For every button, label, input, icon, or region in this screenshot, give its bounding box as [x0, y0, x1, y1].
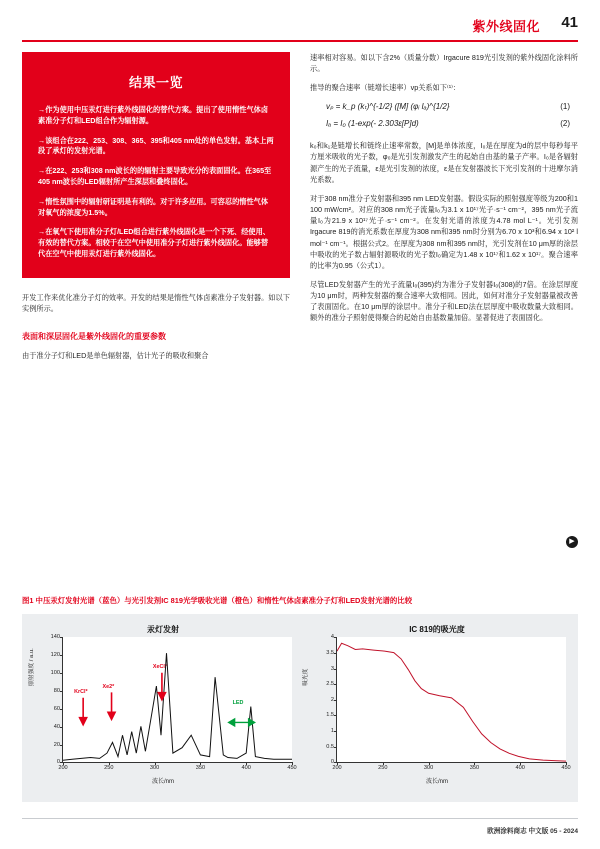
- left-subheading: 表面和深层固化是紫外线固化的重要参数: [22, 331, 166, 341]
- axis-tick-label: 0: [330, 759, 334, 766]
- figure-block: [22, 596, 578, 802]
- equation-1-text: vₚ = k_p (kₜ)^{-1/2} ([M] (φᵢ Iₐ)^{1/2}: [326, 102, 450, 112]
- chart-annotation-label: LED: [232, 699, 244, 706]
- right-paragraph-5: 尽管LED发射器产生的光子流量I₀(395)约为准分子发射器I₀(308)的7倍。在涂层厚度为10 μm时，两种发射器的聚合速率大致相同。因此，如何对准分子发射器量被改善了表面固化。在10 μm厚的涂层中。准分子和LED法在层厚度中吸收数量大致相同。额外的准分子照射使得聚合的起始自由基数量加倍。显著促进了表面固化。: [310, 279, 578, 323]
- axis-tick-mark: [155, 762, 156, 765]
- chart-annotation-label: XeCl*: [152, 664, 168, 671]
- axis-tick-label: 350: [469, 765, 480, 772]
- equation-1-number: (1): [560, 102, 570, 112]
- chart-1-title: 汞灯发射: [147, 625, 179, 635]
- figure-caption: 图1 中压汞灯发射光谱（蓝色）与光引发剂IC 819光学吸收光谱（橙色）和惰性气体卤素准分子灯和LED发射光谱的比较: [22, 596, 413, 605]
- header-divider: [22, 40, 578, 42]
- header-title: 紫外线固化: [472, 19, 540, 34]
- chart-series-line: [337, 644, 566, 762]
- annotation-arrow-icon: [80, 698, 87, 725]
- equation-2-text: Iₐ = I₀ (1-exp(- 2.303ε[P]d): [326, 118, 419, 128]
- axis-tick-label: 4: [330, 634, 334, 641]
- equation-1: [326, 101, 578, 113]
- axis-tick-label: 350: [195, 765, 206, 772]
- axis-tick-label: 1: [330, 728, 334, 735]
- chart-mercury-emission: [28, 624, 298, 796]
- axis-tick-label: 2.5: [326, 681, 334, 688]
- axis-tick-mark: [109, 762, 110, 765]
- annotation-arrow-icon: [108, 693, 115, 720]
- chart-series-layer: [63, 637, 292, 762]
- chart-2-title: IC 819的吸光度: [409, 625, 465, 635]
- equation-2-number: (2): [560, 118, 570, 128]
- right-paragraph-2: 推导的聚合速率（链增长速率）vp关系如下⁽¹⁾：: [310, 83, 461, 93]
- axis-tick-mark: [246, 762, 247, 765]
- chart-annotation-label: Xe2*: [102, 683, 115, 690]
- axis-tick-mark: [520, 762, 521, 765]
- left-paragraph-1: 开发工作来优化准分子灯的效率。开发的结果是惰性气体卤素准分子发射器。如以下实例所示。: [22, 292, 290, 314]
- page-number: 41: [561, 14, 578, 31]
- axis-tick-label: 250: [378, 765, 388, 772]
- figure-panel: [22, 614, 578, 802]
- axis-tick-label: 450: [287, 765, 297, 772]
- chart-ic819-absorbance: [302, 624, 572, 796]
- axis-tick-label: 140: [50, 634, 60, 641]
- results-bullet: →作为使用中压汞灯进行紫外线固化的替代方案。提出了使用惰性气体卤素准分子灯和LED组合作为辐射源。: [38, 105, 269, 125]
- results-bullet: →在氧气下使用准分子灯/LED组合进行紫外线固化是一个下死、经使用、有效的替代方案。相较于在空气中使用准分子灯进行紫外线固化。能够替代在空气中使用汞灯进行紫外线固化。: [38, 227, 271, 258]
- results-bullet: →惰性氛围中的辐射研证明是有利的。对于许多应用。可容忍的惰性气体对氧气的浓度为1.5%。: [38, 196, 269, 217]
- axis-tick-mark: [429, 762, 430, 765]
- axis-tick-mark: [63, 762, 64, 765]
- axis-tick-label: 120: [50, 652, 60, 659]
- chart-2-xlabel: 波长/nm: [425, 779, 448, 786]
- chart-series-layer: [337, 637, 566, 762]
- axis-tick-label: 2: [330, 696, 334, 703]
- chart-1-xlabel: 波长/nm: [151, 779, 174, 786]
- chart-2-plot-area: [326, 634, 571, 772]
- axis-tick-label: 100: [50, 670, 60, 677]
- chart-1-plot-area: [50, 634, 297, 772]
- axis-tick-label: 20: [53, 741, 60, 748]
- axis-tick-mark: [474, 762, 475, 765]
- chart-annotation-label: KrCl*: [74, 689, 88, 696]
- axis-tick-label: 0: [56, 759, 60, 766]
- chart-series-line: [63, 653, 292, 760]
- axis-tick-label: 250: [104, 765, 114, 772]
- axis-tick-label: 200: [58, 765, 68, 772]
- results-bullet: →在222、253和308 nm波长的的辐射主要导致光分的表面固化。在365至405 nm波长的LED辐射所产生深层和叠终固化。: [38, 166, 272, 186]
- axis-tick-label: 300: [423, 765, 434, 772]
- axis-tick-label: 200: [332, 765, 342, 772]
- right-paragraph-3: k₀和k₁是链增长和链终止速率常数，[M]是单体浓度，I₀是在厚度为d的层中每秒每平方厘米吸收的光子数，φ₀是光引发剂激发产生的起始自由基的量子产率。I₀是各辐射源产生的光子流量，ε是光引发剂的浓度，ε是在发射器波长下光引发剂的十进摩尔消光系数。: [310, 141, 578, 184]
- axis-tick-mark: [292, 762, 293, 765]
- axis-tick-mark: [566, 762, 567, 765]
- results-summary-box: [22, 52, 290, 278]
- axis-tick-label: 1.5: [326, 712, 334, 719]
- axis-tick-label: 400: [515, 765, 525, 772]
- left-paragraph-2: 由于准分子灯和LED是单色辐射器，估计光子的吸收和聚合: [22, 350, 209, 360]
- axis-tick-mark: [200, 762, 201, 765]
- axis-tick-label: 450: [561, 765, 571, 772]
- axis-tick-label: 40: [53, 723, 60, 730]
- right-column: [310, 52, 578, 545]
- axis-tick-mark: [337, 762, 338, 765]
- axis-tick-mark: [383, 762, 384, 765]
- axis-tick-label: 300: [149, 765, 160, 772]
- results-bullet: →该组合在222、253、308、365、395和405 nm处的单色发射。基本上两段了承灯的发射光谱。: [38, 135, 274, 156]
- chart-1-ylabel: 照射强度 / a.u.: [29, 648, 35, 687]
- axis-tick-label: 3.5: [326, 649, 334, 656]
- footer-divider: [22, 818, 578, 819]
- axis-tick-label: 3: [330, 665, 334, 672]
- continue-arrow-icon: ▶: [566, 536, 578, 548]
- axis-tick-label: 0.5: [326, 743, 334, 750]
- equation-2: [326, 118, 578, 130]
- equation-block: [310, 101, 578, 130]
- chart-2-ylabel: 吸光度: [303, 668, 309, 687]
- results-summary-title: 结果一览: [128, 75, 183, 90]
- annotation-arrow-icon: [229, 719, 255, 726]
- right-paragraph-1: 速率相对容易。如以下含2%（质量分数）Irgacure 819光引发剂的紫外线固化涂料所示。: [310, 53, 578, 74]
- axis-tick-label: 60: [53, 705, 60, 712]
- axis-tick-label: 400: [241, 765, 251, 772]
- axis-tick-label: 80: [53, 687, 60, 694]
- right-paragraph-4: 对于308 nm准分子发射器和395 nm LED发射器。假设实际的照射强度等级为200和1 100 mW/cm²。对应的308 nm光子流量I₀为3.1 x 10¹⁷光子·s⁻¹ cm⁻²，395 nm光子流量I₀为21.9 x 10¹⁷光子·s⁻¹ cm⁻²。在发射光谱的浓度为4.78 mol L⁻¹。光引发剂Irgacure 819的消光系数在厚度为308 nm和395 nm时分别为6.70 x 10³和6.94 x 10² l mol⁻¹ cm⁻¹。根据公式2。在厚度为308 nm和395 nm时，光引发剂在10 μm厚的涂层中吸收的光子数占辐射源吸收的光子数I₀确定为1.48 x 10¹⁷和1.62 x 10¹⁷。聚合速率的比率为0.95（公式1）。: [310, 193, 578, 270]
- footer-text: 欧洲涂料商志 中文版 05 - 2024: [487, 828, 578, 835]
- left-column: [22, 52, 290, 362]
- page-header: [0, 0, 600, 42]
